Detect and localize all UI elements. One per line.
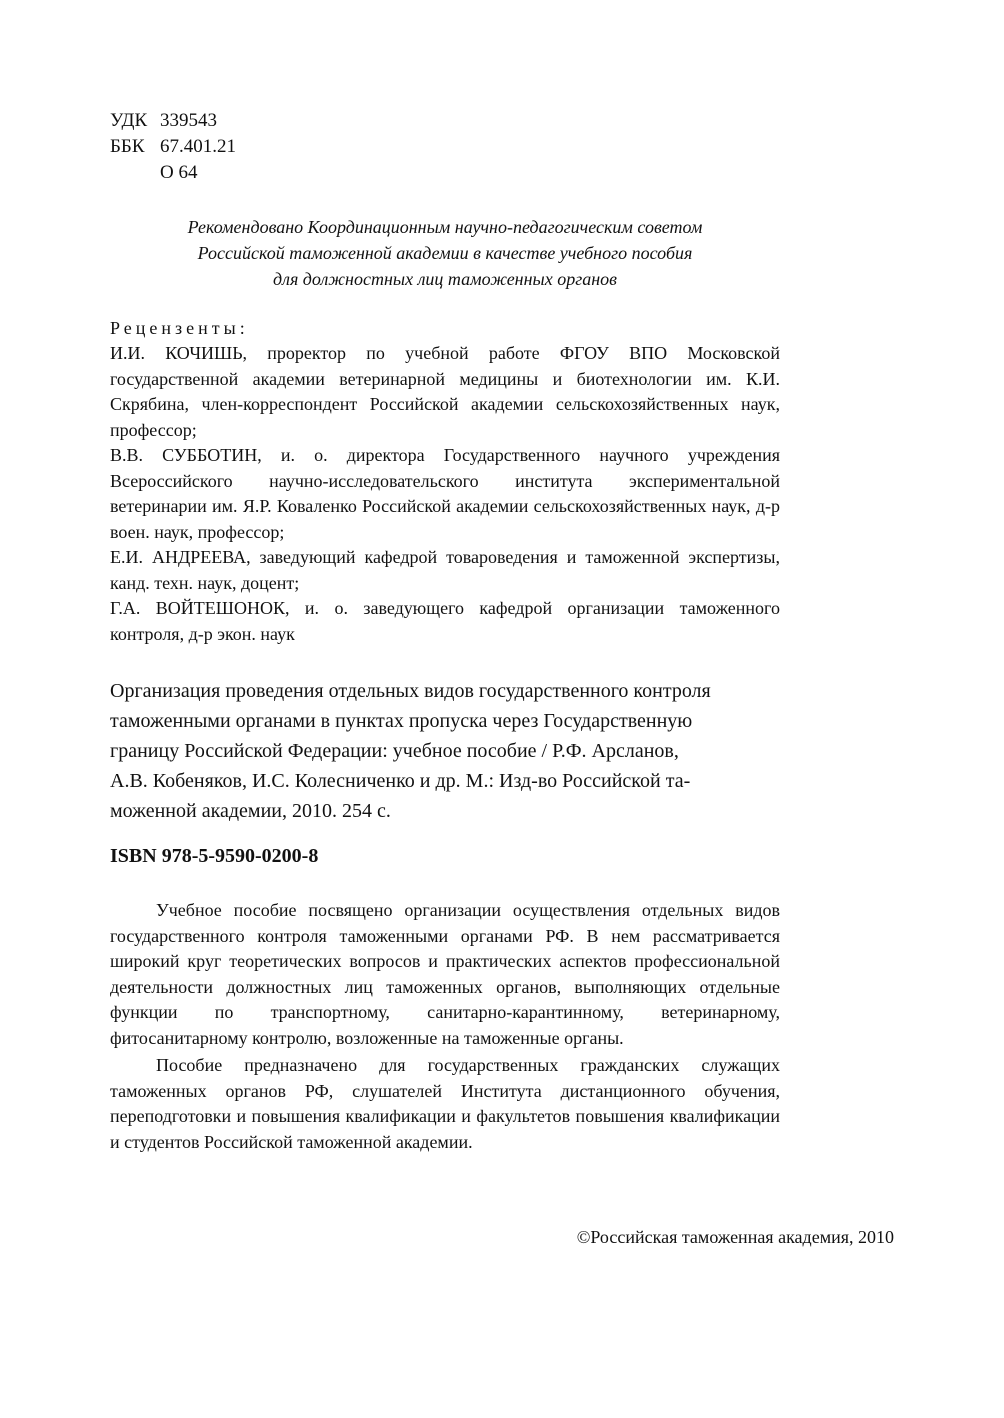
reviewer-entry: И.И. КОЧИШЬ, проректор по учебной работе ФГОУ ВПО Московской государственной академии ветеринарной медицины и биотехнологии им. К.И. Скрябина, член-корреспондент Российской академии сельскохозяйственных наук, профессор; — [110, 343, 780, 440]
bibliographic-citation — [110, 676, 780, 826]
code-value: О 64 — [160, 162, 198, 183]
classification-codes — [110, 108, 236, 186]
recommendation-line: Российской таможенной академии в качестве учебного пособия — [197, 243, 693, 263]
isbn: ISBN 978-5-9590-0200-8 — [110, 845, 319, 867]
code-key — [110, 160, 160, 186]
citation-line: Организация проведения отдельных видов государственного контроля — [110, 680, 711, 702]
recommendation-note — [110, 214, 780, 292]
code-key: ББК — [110, 136, 145, 157]
reviewer-entry: Г.А. ВОЙТЕШОНОК, и. о. заведующего кафедрой организации таможенного контроля, д-р экон. наук — [110, 598, 780, 644]
recommendation-line: для должностных лиц таможенных органов — [272, 269, 617, 289]
udk-row — [110, 108, 236, 134]
recommendation-line: Рекомендовано Координационным научно-педагогическим советом — [187, 217, 703, 237]
reviewers-list — [110, 341, 780, 647]
abstract — [110, 898, 780, 1157]
citation-line: таможенными органами в пунктах пропуска через Государственную — [110, 710, 693, 732]
citation-line: границу Российской Федерации: учебное пособие / Р.Ф. Арсланов, — [110, 740, 679, 762]
reviewer-entry: Е.И. АНДРЕЕВА, заведующий кафедрой товароведения и таможенной экспертизы, канд. техн. наук, доцент; — [110, 547, 780, 593]
bbk-row — [110, 134, 236, 160]
code-key: УДК — [110, 110, 148, 131]
code-value: 339543 — [160, 110, 217, 131]
author-sign-row — [110, 160, 236, 186]
reviewer-entry: В.В. СУББОТИН, и. о. директора Государственного научного учреждения Всероссийского научно-исследовательского института экспериментальной ветеринарии им. Я.Р. Коваленко Российской академии сельскохозяйственных наук, д-р воен. наук, профессор; — [110, 445, 780, 542]
citation-line: моженной академии, 2010. 254 с. — [110, 800, 391, 822]
code-value: 67.401.21 — [160, 136, 236, 157]
citation-line: А.В. Кобеняков, И.С. Колесниченко и др. М.: Изд-во Российской та- — [110, 770, 691, 792]
abstract-paragraph: Учебное пособие посвящено организации осуществления отдельных видов государственного контроля таможенными органами РФ. В нем рассматривается широкий круг теоретических вопросов и практических аспектов профессиональной деятельности должностных лиц таможенных органов, выполняющих отдельные функции по транспортному, санитарно-карантинному, ветеринарному, фитосанитарному контролю, возложенные на таможенные органы. — [110, 900, 780, 1048]
copyright: ©Российская таможенная академия, 2010 — [576, 1227, 894, 1247]
reviewers-heading: Рецензенты: — [110, 318, 249, 338]
abstract-paragraph: Пособие предназначено для государственных гражданских служащих таможенных органов РФ, слушателей Института дистанционного обучения, переподготовки и повышения квалификации и факультетов повышения квалификации и студентов Российской таможенной академии. — [110, 1055, 780, 1152]
